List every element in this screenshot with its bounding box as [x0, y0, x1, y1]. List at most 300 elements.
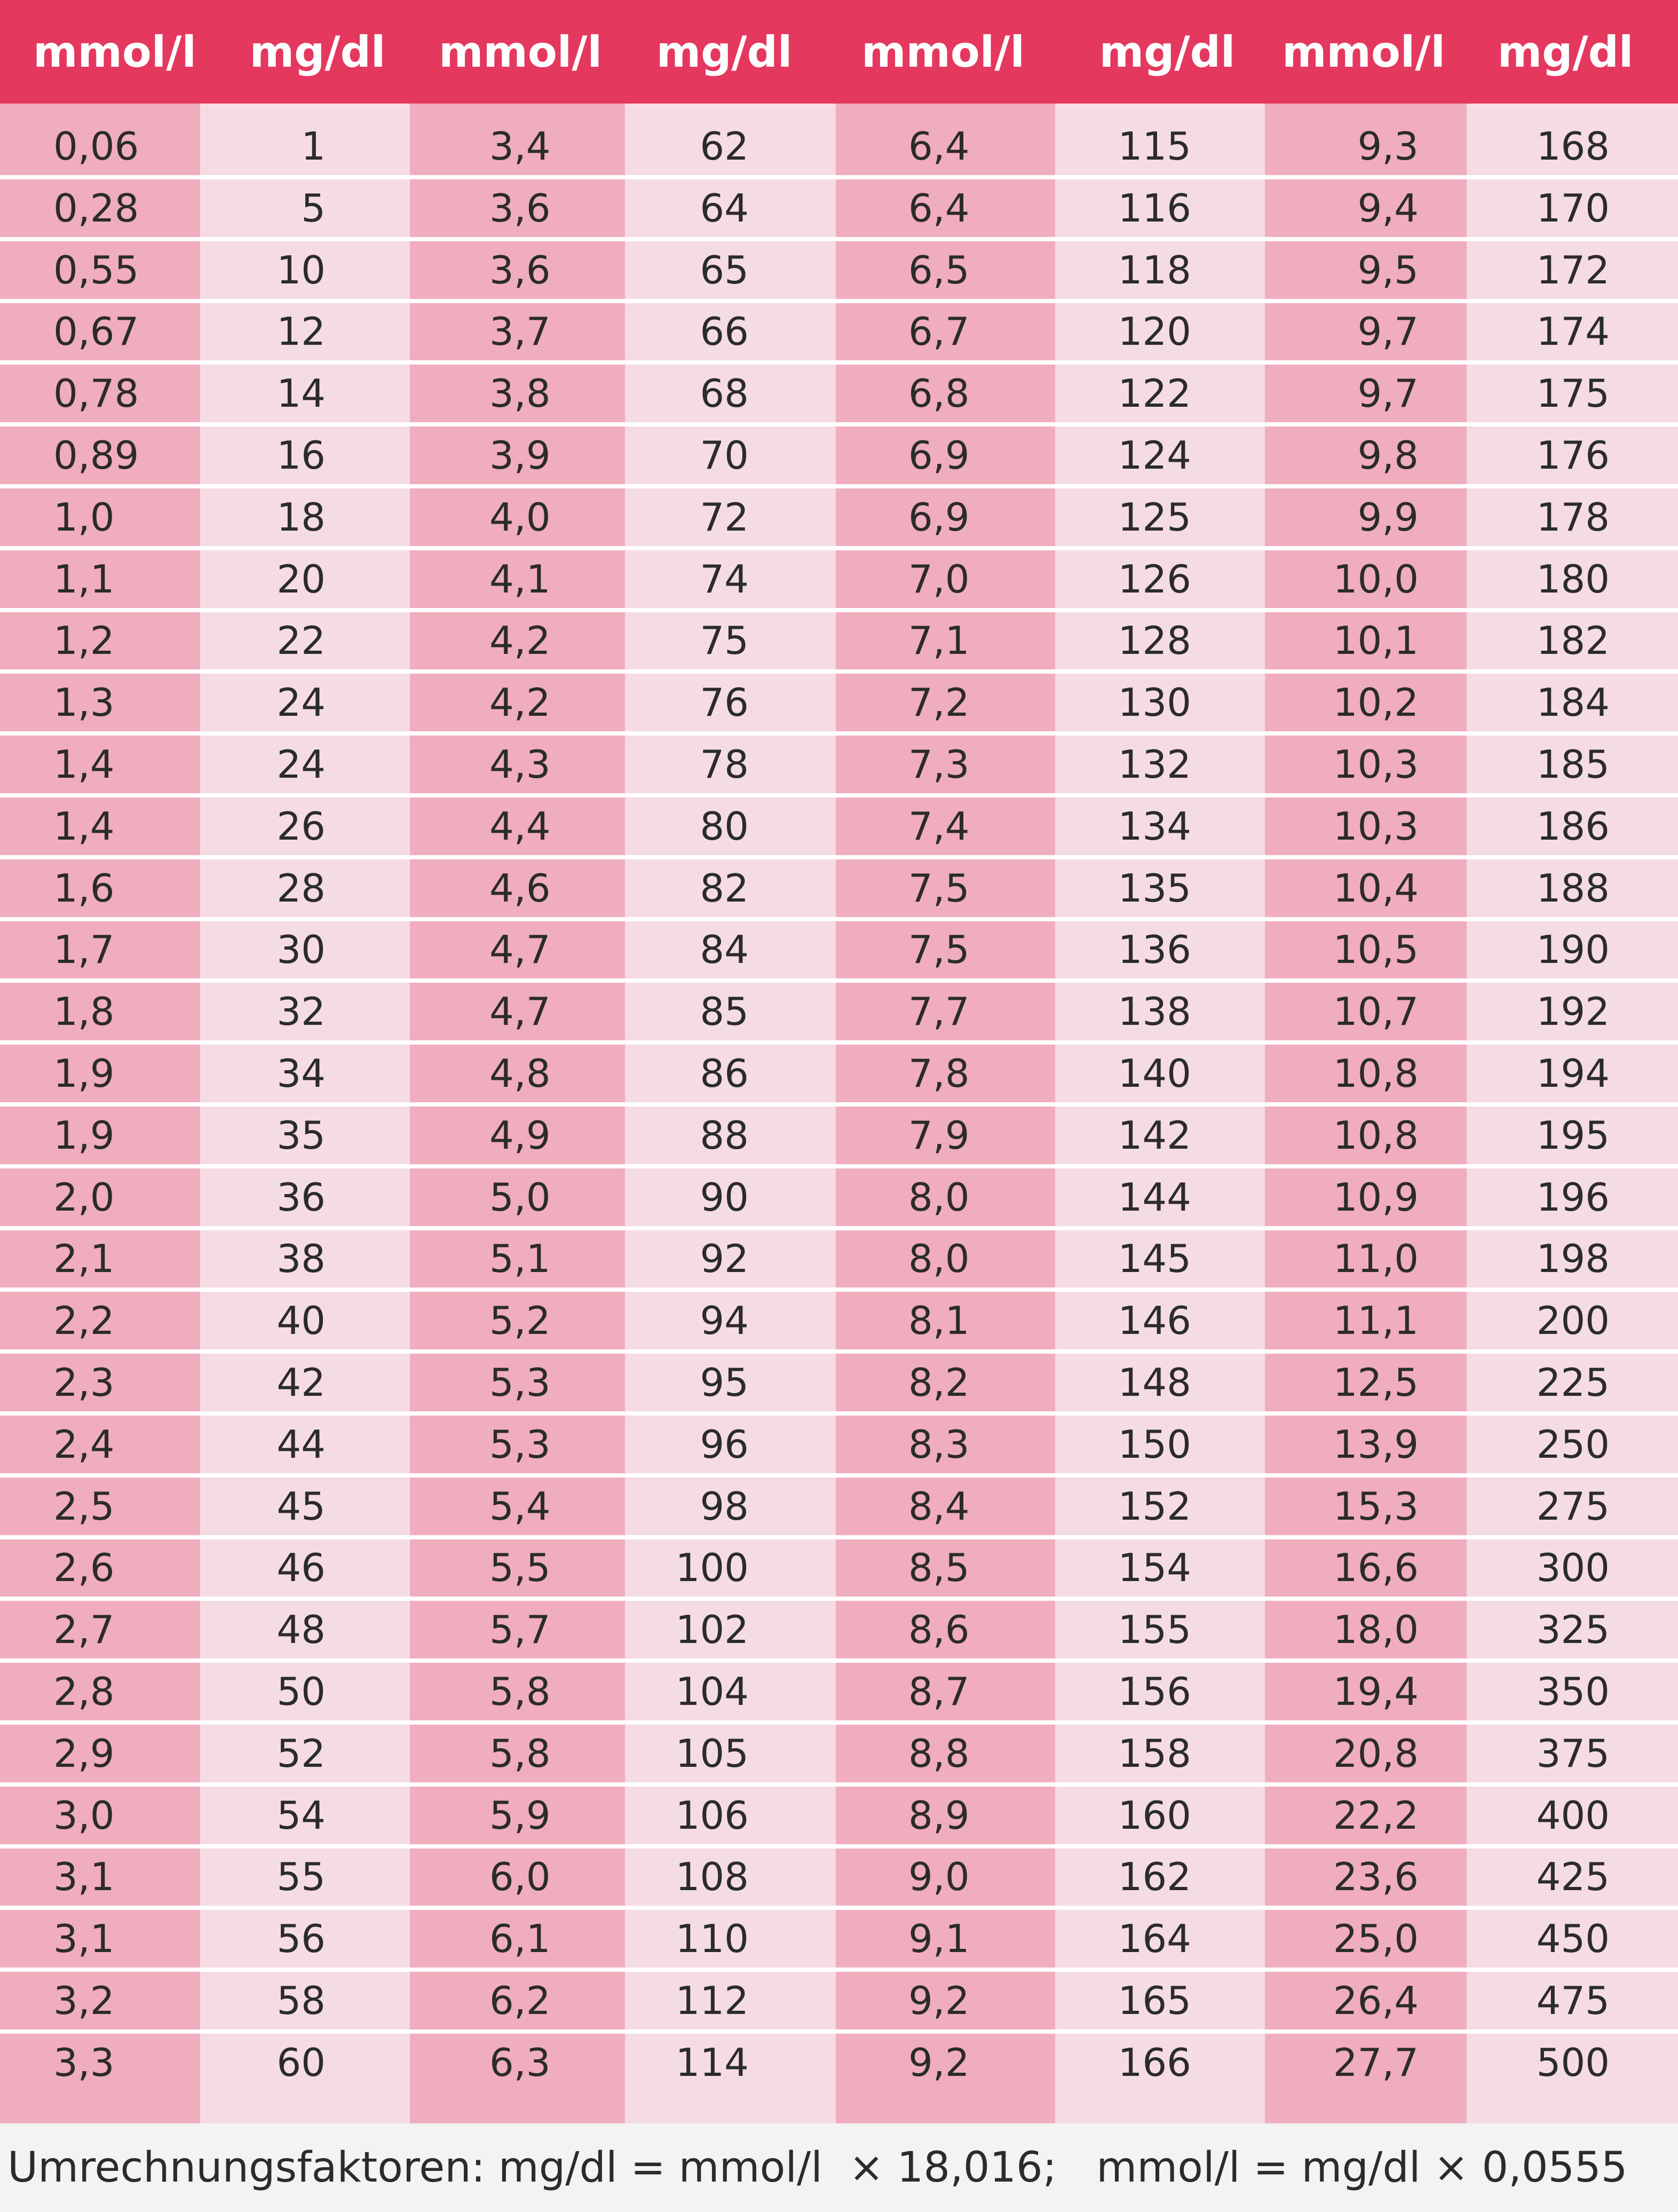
cell-mgdl: 156	[1118, 1669, 1191, 1714]
cell-mgdl: 80	[700, 804, 749, 849]
cell-mgdl: 194	[1536, 1051, 1610, 1096]
cell-mmol: 4,4	[489, 804, 551, 849]
cell-mmol: 6,2	[489, 1978, 551, 2023]
cell-mmol: 9,1	[908, 1916, 970, 1961]
cell-mmol: 4,2	[489, 680, 551, 725]
cell-mgdl: 66	[700, 309, 749, 354]
cell-mgdl: 375	[1536, 1731, 1610, 1776]
cell-mmol: 4,1	[489, 557, 551, 602]
cell-mmol: 5,3	[489, 1422, 551, 1467]
row-divider	[0, 1102, 1678, 1107]
cell-mmol: 18,0	[1333, 1607, 1419, 1652]
cell-mgdl: 275	[1536, 1484, 1610, 1529]
cell-mmol: 5,9	[489, 1793, 551, 1838]
cell-mgdl: 64	[700, 186, 749, 231]
cell-mmol: 3,3	[53, 2040, 115, 2085]
cell-mmol: 8,6	[908, 1607, 970, 1652]
row-divider	[0, 360, 1678, 365]
cell-mmol: 11,1	[1333, 1298, 1419, 1343]
cell-mmol: 26,4	[1333, 1978, 1419, 2023]
cell-mmol: 1,4	[53, 804, 115, 849]
cell-mgdl: 120	[1118, 309, 1191, 354]
cell-mgdl: 140	[1118, 1051, 1191, 1096]
cell-mgdl: 178	[1536, 495, 1610, 540]
cell-mgdl: 30	[276, 927, 326, 972]
header-mmol-4: mmol/l	[1282, 27, 1445, 77]
table-row	[0, 797, 1678, 855]
cell-mgdl: 90	[700, 1175, 749, 1220]
cell-mmol: 4,0	[489, 495, 551, 540]
header-mgdl-3: mg/dl	[1099, 27, 1236, 77]
cell-mmol: 9,7	[1357, 309, 1419, 354]
row-divider	[0, 1411, 1678, 1416]
cell-mgdl: 250	[1536, 1422, 1610, 1467]
cell-mgdl: 148	[1118, 1360, 1191, 1405]
cell-mgdl: 106	[675, 1793, 749, 1838]
cell-mgdl: 450	[1536, 1916, 1610, 1961]
cell-mmol: 3,4	[489, 124, 551, 169]
cell-mmol: 10,3	[1333, 742, 1419, 787]
table-row	[0, 488, 1678, 546]
cell-mmol: 9,9	[1357, 495, 1419, 540]
cell-mmol: 6,9	[908, 495, 970, 540]
row-divider	[0, 1906, 1678, 1910]
cell-mmol: 8,0	[908, 1236, 970, 1281]
table-row	[0, 1107, 1678, 1164]
row-divider	[0, 1473, 1678, 1478]
header-mgdl-4: mg/dl	[1497, 27, 1634, 77]
table-row	[0, 1539, 1678, 1597]
cell-mmol: 5,3	[489, 1360, 551, 1405]
cell-mmol: 11,0	[1333, 1236, 1419, 1281]
cell-mgdl: 35	[276, 1113, 326, 1158]
cell-mmol: 5,4	[489, 1484, 551, 1529]
table-row	[0, 1972, 1678, 2029]
cell-mmol: 8,9	[908, 1793, 970, 1838]
cell-mmol: 0,55	[53, 248, 139, 293]
table-row	[0, 365, 1678, 422]
cell-mgdl: 108	[675, 1854, 749, 1899]
table-row	[0, 1725, 1678, 1782]
cell-mmol: 10,9	[1333, 1175, 1419, 1220]
cell-mgdl: 54	[276, 1793, 326, 1838]
cell-mmol: 20,8	[1333, 1731, 1419, 1776]
cell-mmol: 7,7	[908, 989, 970, 1034]
cell-mgdl: 165	[1118, 1978, 1191, 2023]
cell-mgdl: 122	[1118, 371, 1191, 416]
cell-mgdl: 300	[1536, 1545, 1610, 1590]
cell-mmol: 0,67	[53, 309, 139, 354]
cell-mmol: 5,5	[489, 1545, 551, 1590]
cell-mmol: 9,4	[1357, 186, 1419, 231]
cell-mgdl: 350	[1536, 1669, 1610, 1714]
cell-mgdl: 174	[1536, 309, 1610, 354]
table-row	[0, 1601, 1678, 1658]
cell-mmol: 16,6	[1333, 1545, 1419, 1590]
cell-mmol: 9,7	[1357, 371, 1419, 416]
cell-mmol: 2,6	[53, 1545, 115, 1590]
table-row	[0, 1292, 1678, 1349]
footer-text: Umrechnungsfaktoren: mg/dl = mmol/l × 18,016; mmol/l = mg/dl × 0,0555	[7, 2144, 1628, 2192]
cell-mmol: 0,78	[53, 371, 139, 416]
cell-mgdl: 180	[1536, 557, 1610, 602]
cell-mmol: 7,0	[908, 557, 970, 602]
cell-mgdl: 110	[675, 1916, 749, 1961]
table-row	[0, 1910, 1678, 1968]
row-divider	[0, 2029, 1678, 2034]
cell-mmol: 2,1	[53, 1236, 115, 1281]
cell-mgdl: 5	[301, 186, 326, 231]
table-row	[0, 1478, 1678, 1535]
table-row	[0, 736, 1678, 793]
cell-mgdl: 425	[1536, 1854, 1610, 1899]
table-row	[0, 1787, 1678, 1844]
cell-mmol: 12,5	[1333, 1360, 1419, 1405]
cell-mgdl: 94	[700, 1298, 749, 1343]
cell-mmol: 2,2	[53, 1298, 115, 1343]
cell-mgdl: 200	[1536, 1298, 1610, 1343]
cell-mgdl: 56	[276, 1916, 326, 1961]
table-row	[0, 1848, 1678, 1906]
cell-mmol: 7,9	[908, 1113, 970, 1158]
cell-mgdl: 20	[276, 557, 326, 602]
cell-mmol: 10,3	[1333, 804, 1419, 849]
cell-mgdl: 166	[1118, 2040, 1191, 2085]
cell-mgdl: 114	[675, 2040, 749, 2085]
cell-mgdl: 84	[700, 927, 749, 972]
cell-mmol: 8,5	[908, 1545, 970, 1590]
cell-mgdl: 185	[1536, 742, 1610, 787]
cell-mmol: 2,3	[53, 1360, 115, 1405]
header-mgdl-2: mg/dl	[656, 27, 793, 77]
table-row	[0, 612, 1678, 669]
cell-mgdl: 198	[1536, 1236, 1610, 1281]
cell-mmol: 4,9	[489, 1113, 551, 1158]
cell-mmol: 7,5	[908, 866, 970, 911]
cell-mmol: 3,6	[489, 186, 551, 231]
header-mmol-2: mmol/l	[439, 27, 602, 77]
cell-mgdl: 12	[276, 309, 326, 354]
cell-mmol: 22,2	[1333, 1793, 1419, 1838]
row-divider	[0, 422, 1678, 426]
cell-mmol: 8,4	[908, 1484, 970, 1529]
cell-mmol: 9,3	[1357, 124, 1419, 169]
cell-mgdl: 164	[1118, 1916, 1191, 1961]
header-mmol-3: mmol/l	[861, 27, 1025, 77]
cell-mgdl: 104	[675, 1669, 749, 1714]
cell-mmol: 3,1	[53, 1854, 115, 1899]
cell-mmol: 7,2	[908, 680, 970, 725]
cell-mgdl: 32	[276, 989, 326, 1034]
row-divider	[0, 546, 1678, 550]
cell-mgdl: 124	[1118, 433, 1191, 478]
table-row	[0, 1354, 1678, 1411]
table-row	[0, 1168, 1678, 1226]
cell-mgdl: 60	[276, 2040, 326, 2085]
cell-mgdl: 160	[1118, 1793, 1191, 1838]
cell-mmol: 0,89	[53, 433, 139, 478]
cell-mmol: 10,1	[1333, 618, 1419, 663]
cell-mgdl: 10	[276, 248, 326, 293]
cell-mgdl: 16	[276, 433, 326, 478]
cell-mgdl: 98	[700, 1484, 749, 1529]
cell-mmol: 9,5	[1357, 248, 1419, 293]
cell-mmol: 6,9	[908, 433, 970, 478]
cell-mmol: 1,6	[53, 866, 115, 911]
cell-mmol: 8,7	[908, 1669, 970, 1714]
cell-mgdl: 184	[1536, 680, 1610, 725]
cell-mmol: 6,8	[908, 371, 970, 416]
row-divider	[0, 1164, 1678, 1168]
cell-mmol: 7,5	[908, 927, 970, 972]
cell-mgdl: 78	[700, 742, 749, 787]
cell-mmol: 6,0	[489, 1854, 551, 1899]
cell-mmol: 6,4	[908, 124, 970, 169]
cell-mgdl: 125	[1118, 495, 1191, 540]
cell-mmol: 8,0	[908, 1175, 970, 1220]
table-row	[0, 674, 1678, 731]
cell-mgdl: 76	[700, 680, 749, 725]
row-divider	[0, 855, 1678, 859]
cell-mmol: 10,7	[1333, 989, 1419, 1034]
cell-mmol: 3,1	[53, 1916, 115, 1961]
cell-mgdl: 182	[1536, 618, 1610, 663]
cell-mgdl: 85	[700, 989, 749, 1034]
cell-mmol: 23,6	[1333, 1854, 1419, 1899]
cell-mmol: 10,2	[1333, 680, 1419, 725]
row-divider	[0, 1658, 1678, 1663]
cell-mgdl: 88	[700, 1113, 749, 1158]
cell-mgdl: 152	[1118, 1484, 1191, 1529]
cell-mgdl: 68	[700, 371, 749, 416]
cell-mgdl: 44	[276, 1422, 326, 1467]
cell-mgdl: 55	[276, 1854, 326, 1899]
cell-mgdl: 190	[1536, 927, 1610, 972]
cell-mmol: 4,7	[489, 927, 551, 972]
table-row	[0, 303, 1678, 360]
cell-mmol: 19,4	[1333, 1669, 1419, 1714]
row-divider	[0, 731, 1678, 736]
cell-mmol: 5,8	[489, 1669, 551, 1714]
cell-mgdl: 72	[700, 495, 749, 540]
cell-mmol: 2,5	[53, 1484, 115, 1529]
cell-mmol: 8,2	[908, 1360, 970, 1405]
cell-mmol: 8,1	[908, 1298, 970, 1343]
cell-mmol: 9,2	[908, 2040, 970, 2085]
cell-mgdl: 28	[276, 866, 326, 911]
cell-mmol: 7,8	[908, 1051, 970, 1096]
cell-mgdl: 82	[700, 866, 749, 911]
cell-mgdl: 42	[276, 1360, 326, 1405]
cell-mmol: 2,4	[53, 1422, 115, 1467]
cell-mmol: 10,4	[1333, 866, 1419, 911]
table-row	[0, 179, 1678, 237]
cell-mmol: 1,8	[53, 989, 115, 1034]
cell-mgdl: 196	[1536, 1175, 1610, 1220]
row-divider	[0, 484, 1678, 488]
table-row	[0, 1416, 1678, 1473]
cell-mgdl: 134	[1118, 804, 1191, 849]
cell-mmol: 27,7	[1333, 2040, 1419, 2085]
cell-mgdl: 24	[276, 742, 326, 787]
cell-mmol: 2,9	[53, 1731, 115, 1776]
row-divider	[0, 175, 1678, 179]
cell-mgdl: 96	[700, 1422, 749, 1467]
row-divider	[0, 1782, 1678, 1787]
row-divider	[0, 793, 1678, 797]
cell-mgdl: 115	[1118, 124, 1191, 169]
row-divider	[0, 237, 1678, 241]
cell-mgdl: 158	[1118, 1731, 1191, 1776]
table-header	[0, 0, 1678, 104]
cell-mgdl: 36	[276, 1175, 326, 1220]
header-mgdl-1: mg/dl	[249, 27, 386, 77]
table-row	[0, 2034, 1678, 2091]
cell-mgdl: 475	[1536, 1978, 1610, 2023]
cell-mmol: 1,7	[53, 927, 115, 972]
cell-mmol: 4,6	[489, 866, 551, 911]
cell-mmol: 10,8	[1333, 1051, 1419, 1096]
cell-mgdl: 154	[1118, 1545, 1191, 1590]
cell-mmol: 9,2	[908, 1978, 970, 2023]
cell-mgdl: 146	[1118, 1298, 1191, 1343]
cell-mmol: 2,8	[53, 1669, 115, 1714]
cell-mgdl: 18	[276, 495, 326, 540]
cell-mgdl: 150	[1118, 1422, 1191, 1467]
table-row	[0, 1663, 1678, 1720]
cell-mgdl: 75	[700, 618, 749, 663]
cell-mgdl: 24	[276, 680, 326, 725]
cell-mgdl: 176	[1536, 433, 1610, 478]
cell-mgdl: 168	[1536, 124, 1610, 169]
cell-mgdl: 62	[700, 124, 749, 169]
cell-mmol: 1,3	[53, 680, 115, 725]
row-divider	[0, 669, 1678, 674]
row-divider	[0, 978, 1678, 983]
cell-mmol: 7,3	[908, 742, 970, 787]
cell-mmol: 15,3	[1333, 1484, 1419, 1529]
table-row	[0, 983, 1678, 1040]
cell-mgdl: 45	[276, 1484, 326, 1529]
cell-mgdl: 112	[675, 1978, 749, 2023]
cell-mgdl: 70	[700, 433, 749, 478]
cell-mmol: 5,8	[489, 1731, 551, 1776]
cell-mmol: 1,4	[53, 742, 115, 787]
row-divider	[0, 1720, 1678, 1725]
cell-mgdl: 500	[1536, 2040, 1610, 2085]
cell-mmol: 3,8	[489, 371, 551, 416]
cell-mgdl: 65	[700, 248, 749, 293]
row-divider	[0, 1040, 1678, 1045]
cell-mmol: 1,0	[53, 495, 115, 540]
table-row	[0, 1230, 1678, 1287]
cell-mgdl: 118	[1118, 248, 1191, 293]
cell-mgdl: 128	[1118, 618, 1191, 663]
cell-mmol: 3,6	[489, 248, 551, 293]
cell-mgdl: 105	[675, 1731, 749, 1776]
cell-mgdl: 126	[1118, 557, 1191, 602]
cell-mmol: 10,5	[1333, 927, 1419, 972]
table-row	[0, 921, 1678, 978]
cell-mmol: 0,28	[53, 186, 139, 231]
cell-mgdl: 52	[276, 1731, 326, 1776]
table-row	[0, 117, 1678, 175]
cell-mgdl: 325	[1536, 1607, 1610, 1652]
cell-mmol: 2,7	[53, 1607, 115, 1652]
cell-mmol: 25,0	[1333, 1916, 1419, 1961]
cell-mmol: 6,4	[908, 186, 970, 231]
cell-mmol: 7,1	[908, 618, 970, 663]
table-row	[0, 550, 1678, 608]
row-divider	[0, 1597, 1678, 1601]
cell-mgdl: 92	[700, 1236, 749, 1281]
cell-mgdl: 172	[1536, 248, 1610, 293]
cell-mgdl: 225	[1536, 1360, 1610, 1405]
cell-mmol: 9,0	[908, 1854, 970, 1899]
cell-mgdl: 95	[700, 1360, 749, 1405]
cell-mgdl: 102	[675, 1607, 749, 1652]
cell-mgdl: 135	[1118, 866, 1191, 911]
cell-mgdl: 86	[700, 1051, 749, 1096]
cell-mmol: 1,2	[53, 618, 115, 663]
cell-mmol: 4,2	[489, 618, 551, 663]
cell-mmol: 2,0	[53, 1175, 115, 1220]
cell-mgdl: 100	[675, 1545, 749, 1590]
table-row	[0, 859, 1678, 917]
cell-mmol: 13,9	[1333, 1422, 1419, 1467]
cell-mgdl: 58	[276, 1978, 326, 2023]
cell-mmol: 4,8	[489, 1051, 551, 1096]
cell-mgdl: 34	[276, 1051, 326, 1096]
cell-mgdl: 130	[1118, 680, 1191, 725]
cell-mmol: 6,5	[908, 248, 970, 293]
cell-mgdl: 1	[301, 124, 326, 169]
conversion-factors-footer	[0, 2123, 1678, 2212]
cell-mmol: 6,3	[489, 2040, 551, 2085]
row-divider	[0, 1349, 1678, 1354]
cell-mmol: 7,4	[908, 804, 970, 849]
cell-mmol: 5,0	[489, 1175, 551, 1220]
cell-mmol: 3,0	[53, 1793, 115, 1838]
cell-mgdl: 155	[1118, 1607, 1191, 1652]
cell-mgdl: 145	[1118, 1236, 1191, 1281]
cell-mgdl: 14	[276, 371, 326, 416]
cell-mmol: 10,8	[1333, 1113, 1419, 1158]
cell-mmol: 10,0	[1333, 557, 1419, 602]
cell-mmol: 8,8	[908, 1731, 970, 1776]
cell-mgdl: 74	[700, 557, 749, 602]
cell-mgdl: 144	[1118, 1175, 1191, 1220]
cell-mmol: 3,7	[489, 309, 551, 354]
cell-mgdl: 48	[276, 1607, 326, 1652]
cell-mgdl: 188	[1536, 866, 1610, 911]
cell-mgdl: 142	[1118, 1113, 1191, 1158]
cell-mgdl: 170	[1536, 186, 1610, 231]
cell-mmol: 3,9	[489, 433, 551, 478]
cell-mmol: 0,06	[53, 124, 139, 169]
cell-mmol: 8,3	[908, 1422, 970, 1467]
cell-mgdl: 116	[1118, 186, 1191, 231]
cell-mmol: 1,1	[53, 557, 115, 602]
cell-mgdl: 50	[276, 1669, 326, 1714]
cell-mgdl: 26	[276, 804, 326, 849]
cell-mmol: 1,9	[53, 1051, 115, 1096]
row-divider	[0, 1968, 1678, 1972]
cell-mmol: 3,2	[53, 1978, 115, 2023]
cell-mgdl: 175	[1536, 371, 1610, 416]
cell-mgdl: 40	[276, 1298, 326, 1343]
table-row	[0, 426, 1678, 484]
